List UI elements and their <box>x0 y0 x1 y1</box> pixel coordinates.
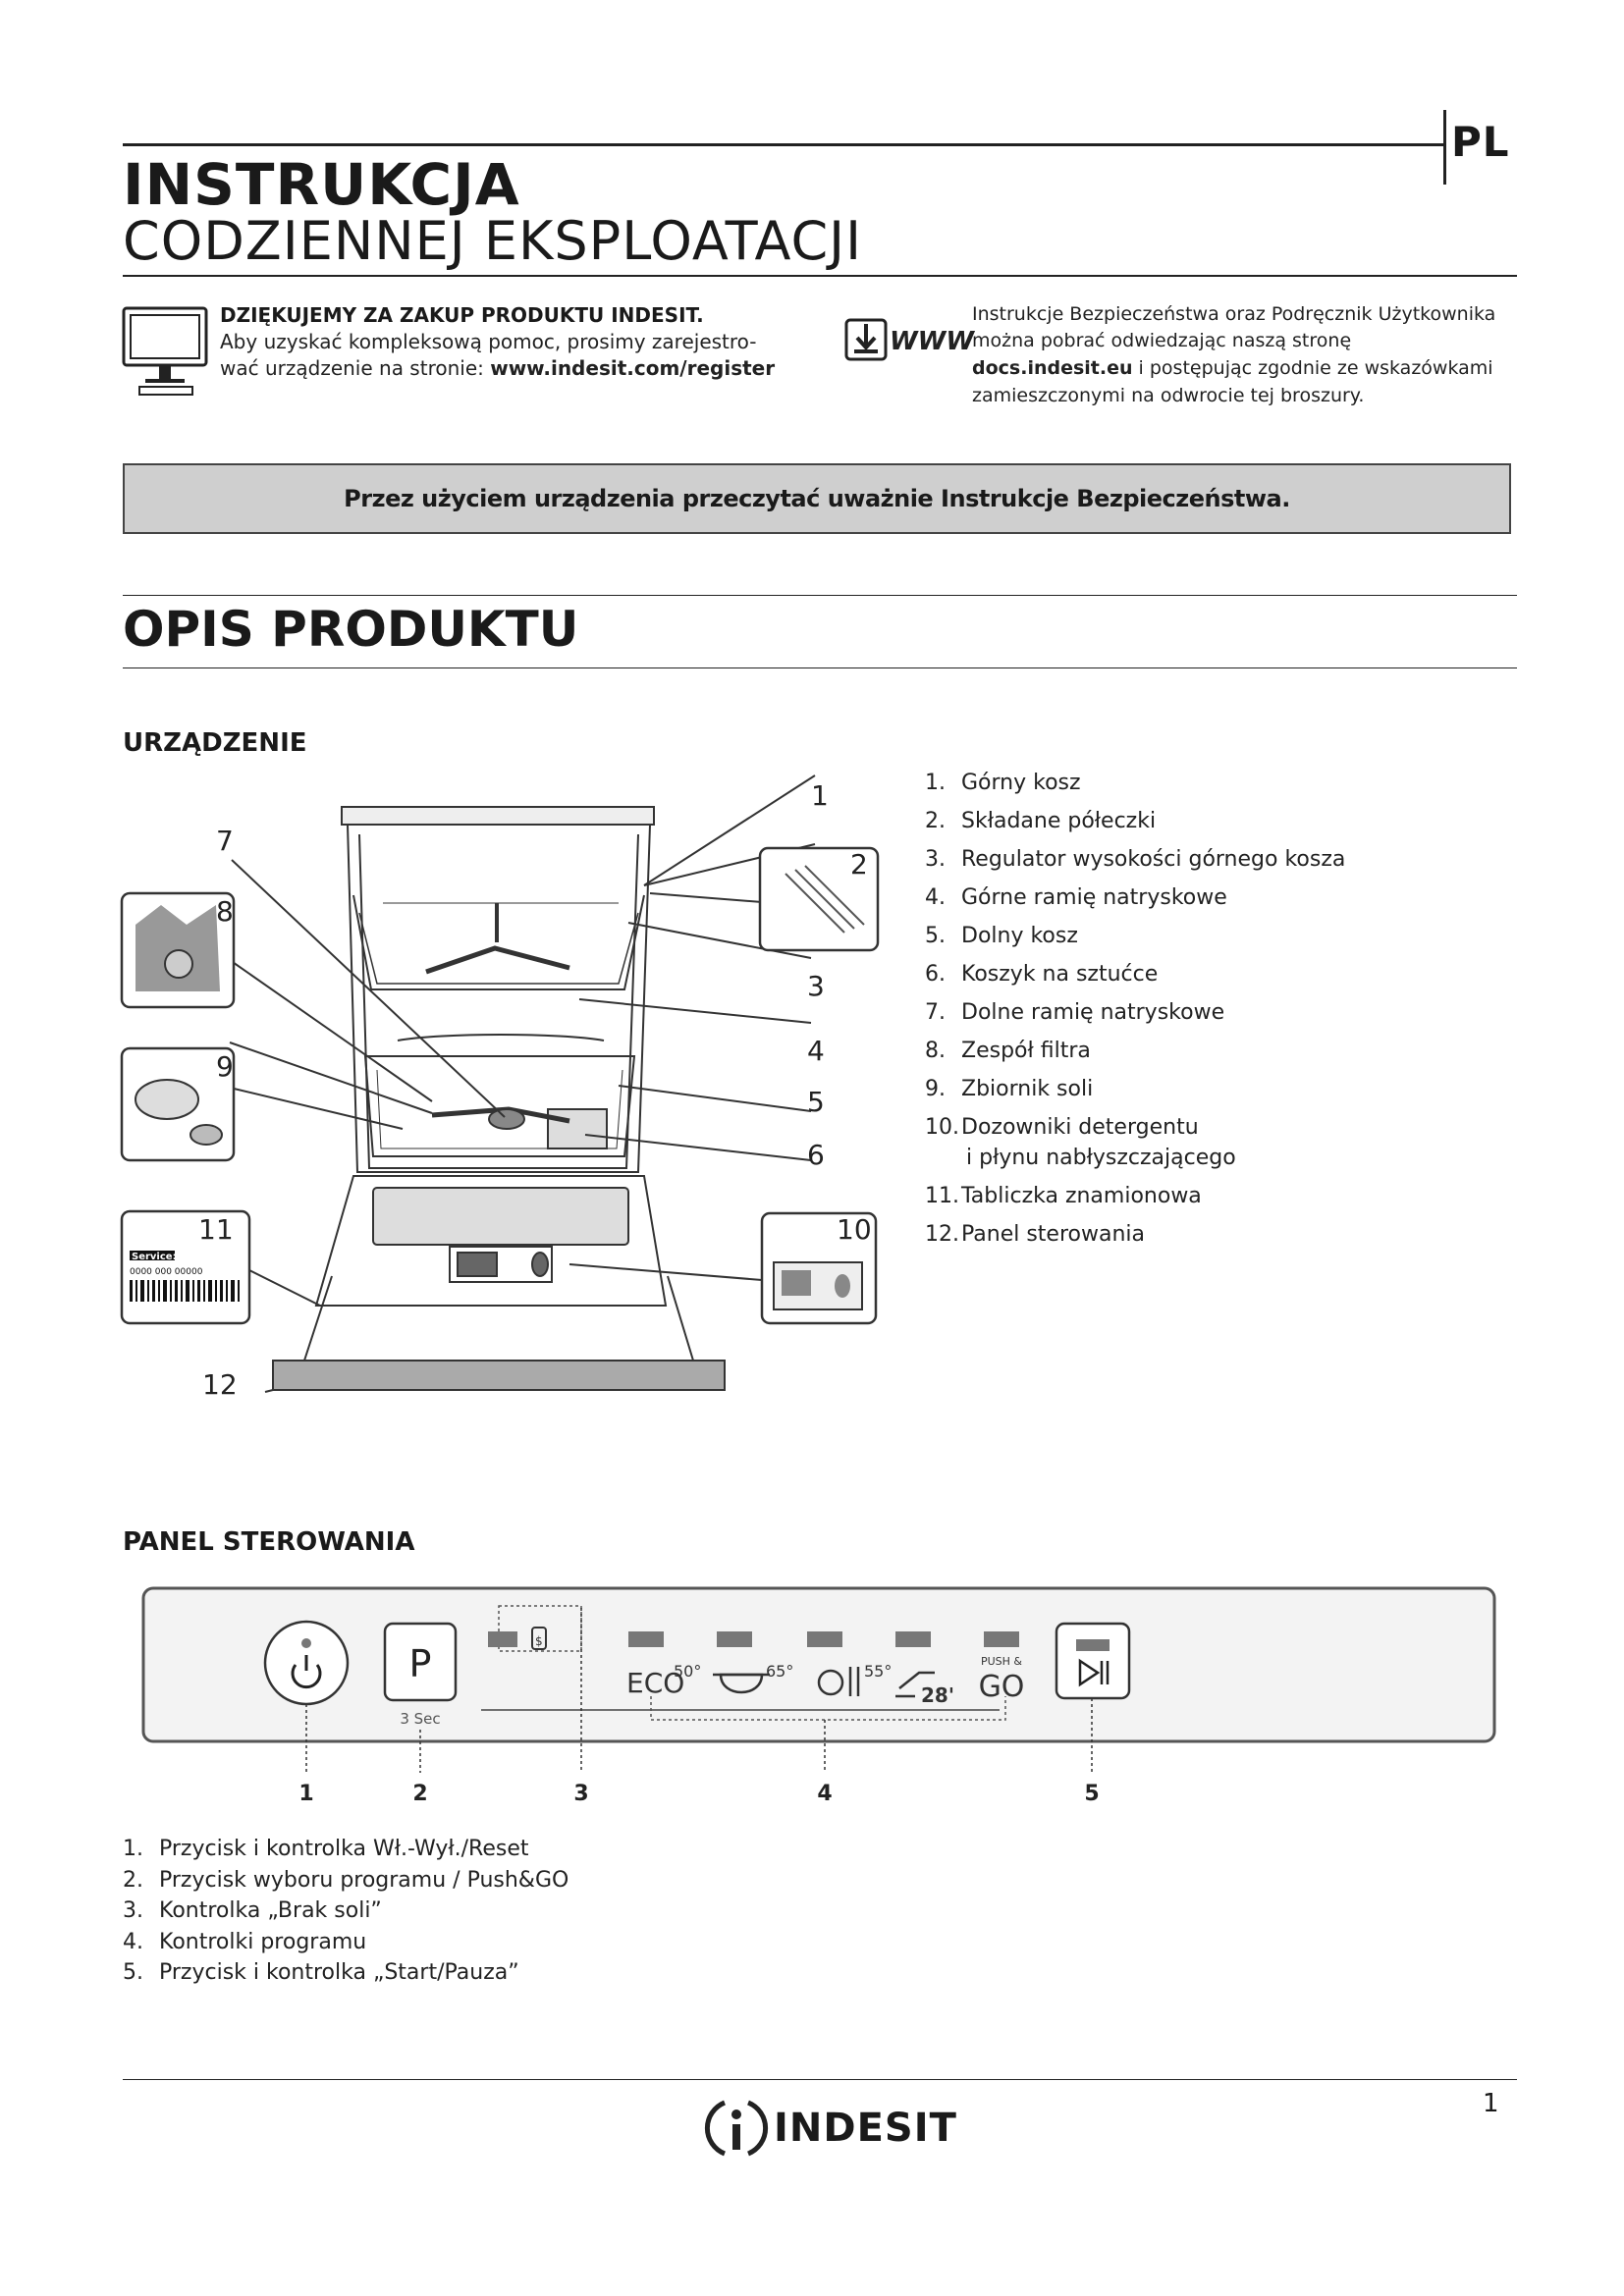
docs-line-2: można pobrać odwiedzając naszą stronę <box>972 330 1352 351</box>
list-item-num: 6. <box>925 962 946 987</box>
dishwasher-diagram <box>108 775 893 1414</box>
list-item-label: Kontrolka „Brak soli” <box>159 1898 382 1923</box>
callout-11: 11 <box>198 1213 234 1246</box>
list-item-num: 4. <box>925 885 946 910</box>
list-item-num: 8. <box>925 1039 946 1063</box>
list-item-num: 3. <box>925 847 946 872</box>
salt-indicator <box>488 1631 517 1647</box>
list-item-label: Tabliczka znamionowa <box>961 1184 1202 1208</box>
list-item <box>123 1957 568 1989</box>
list-item-label: Górne ramię natryskowe <box>961 885 1227 910</box>
list-item-num: 10. <box>925 1115 959 1140</box>
list-item-num: 5. <box>123 1960 143 1985</box>
program-eco: ECO <box>626 1667 685 1699</box>
program-hold-label: 3 Sec <box>400 1710 441 1728</box>
lang-divider <box>1443 110 1446 185</box>
list-item-num: 12. <box>925 1222 959 1247</box>
page-subtitle: CODZIENNEJ EKSPLOATACJI <box>123 210 863 272</box>
list-item-label: Przycisk i kontrolka Wł.-Wył./Reset <box>159 1837 529 1861</box>
service-label: Service: <box>132 1252 177 1262</box>
list-item-label: Dolne ramię natryskowe <box>961 1000 1225 1025</box>
program-glass-temp: 55° <box>864 1662 893 1681</box>
list-item <box>925 1032 1345 1070</box>
list-item-num: 11. <box>925 1184 959 1208</box>
panel-callout-4: 4 <box>817 1782 833 1806</box>
section-heading: OPIS PRODUKTU <box>123 601 579 658</box>
list-item-num: 9. <box>925 1077 946 1101</box>
list-item <box>925 840 1345 879</box>
callout-2: 2 <box>850 848 868 881</box>
control-panel-diagram <box>137 1580 1502 1816</box>
indesit-logo-icon <box>703 2095 770 2162</box>
panel-callout-5: 5 <box>1084 1782 1100 1806</box>
docs-line-3-text: i postępując zgodnie ze wskazówkami <box>1132 357 1493 379</box>
svg-text:$: $ <box>535 1634 543 1648</box>
list-item-num: 7. <box>925 1000 946 1025</box>
thanks-heading: DZIĘKUJEMY ZA ZAKUP PRODUKTU INDESIT. <box>220 303 704 327</box>
docs-line-3 <box>972 354 1493 383</box>
list-item-label: Przycisk i kontrolka „Start/Pauza” <box>159 1960 519 1985</box>
program-button-label: P <box>408 1642 432 1685</box>
safety-banner: Przez użyciem urządzenia przeczytać uważnie Instrukcje Bezpieczeństwa. <box>123 463 1511 534</box>
callout-9: 9 <box>216 1050 234 1083</box>
list-item-label: Przycisk wyboru programu / Push&GO <box>159 1867 569 1893</box>
panel-callout-2: 2 <box>412 1782 428 1806</box>
control-legend-list <box>123 1834 568 1989</box>
callout-6: 6 <box>807 1139 825 1171</box>
header-top-rule <box>123 143 1443 146</box>
page-title: INSTRUKCJA <box>123 151 520 218</box>
power-button[interactable] <box>265 1622 348 1704</box>
list-item-num: 5. <box>925 924 946 948</box>
callout-4: 4 <box>807 1035 825 1067</box>
callout-8: 8 <box>216 895 234 928</box>
header-bottom-rule <box>123 275 1517 277</box>
list-item-label: Dolny kosz <box>961 924 1078 948</box>
list-item <box>925 917 1345 955</box>
page-number: 1 <box>1483 2089 1499 2118</box>
list-item <box>925 764 1345 802</box>
callout-3: 3 <box>807 970 825 1002</box>
list-item <box>925 1070 1345 1108</box>
list-item-label: Regulator wysokości górnego kosza <box>961 847 1346 872</box>
list-item-label: Zespół filtra <box>961 1039 1091 1063</box>
list-item-label: Zbiornik soli <box>961 1077 1094 1101</box>
list-item <box>123 1865 568 1896</box>
list-item <box>925 1108 1345 1177</box>
list-item <box>925 1177 1345 1215</box>
computer-icon <box>122 306 210 397</box>
push-go-top: PUSH & <box>980 1655 1023 1668</box>
docs-link[interactable]: docs.indesit.eu <box>972 357 1133 379</box>
list-item-label: Koszyk na sztućce <box>961 962 1159 987</box>
program-quick-time: 28' <box>921 1683 954 1707</box>
list-item-label: Górny kosz <box>961 771 1081 795</box>
callout-10: 10 <box>837 1213 872 1246</box>
list-item-label: Składane półeczki <box>961 809 1157 833</box>
list-item-num: 2. <box>925 809 946 833</box>
brand-name: INDESIT <box>774 2106 957 2151</box>
panel-callout-3: 3 <box>573 1782 589 1806</box>
list-item <box>925 1215 1345 1254</box>
start-pause-button[interactable] <box>1056 1624 1129 1698</box>
list-item-label: Kontrolki programu <box>159 1929 367 1954</box>
list-item-label: Dozowniki detergentu <box>961 1115 1199 1140</box>
language-code: PL <box>1451 118 1510 166</box>
program-intensive-temp: 65° <box>766 1662 794 1681</box>
push-go-label: GO <box>978 1670 1025 1704</box>
callout-7: 7 <box>216 825 234 857</box>
list-item <box>123 1896 568 1927</box>
thanks-line-2 <box>220 353 775 383</box>
list-item-num: 3. <box>123 1898 143 1923</box>
service-number: 0000 000 00000 <box>130 1267 203 1277</box>
list-item <box>925 879 1345 917</box>
section-bottom-rule <box>123 667 1517 668</box>
section-top-rule <box>123 595 1517 596</box>
callout-5: 5 <box>807 1086 825 1118</box>
list-item <box>123 1834 568 1865</box>
program-eco-temp: 50° <box>674 1662 702 1681</box>
callout-1: 1 <box>811 779 829 812</box>
list-item-num: 1. <box>123 1837 143 1861</box>
parts-list <box>925 764 1345 1254</box>
list-item <box>925 955 1345 993</box>
list-item <box>925 802 1345 840</box>
docs-line-1: Instrukcje Bezpieczeństwa oraz Podręcznik Użytkownika <box>972 303 1496 325</box>
program-button[interactable] <box>385 1624 456 1700</box>
list-item-label-2: i płynu nabłyszczającego <box>966 1146 1236 1170</box>
control-panel-heading: PANEL STEROWANIA <box>123 1527 415 1557</box>
list-item-num: 4. <box>123 1929 143 1954</box>
list-item-num: 1. <box>925 771 946 795</box>
list-item-num: 2. <box>123 1867 143 1893</box>
thanks-line-1: Aby uzyskać kompleksową pomoc, prosimy zarejestro- <box>220 330 757 353</box>
list-item <box>123 1927 568 1958</box>
list-item-label: Panel sterowania <box>961 1222 1145 1247</box>
thanks-line-2-text: wać urządzenie na stronie: <box>220 356 491 380</box>
register-link[interactable]: www.indesit.com/register <box>490 356 776 380</box>
download-www-icon <box>844 314 975 365</box>
footer-rule <box>123 2079 1517 2080</box>
docs-line-4: zamieszczonymi na odwrocie tej broszury. <box>972 385 1365 406</box>
callout-12: 12 <box>202 1368 238 1401</box>
list-item <box>925 993 1345 1032</box>
panel-callout-1: 1 <box>298 1782 314 1806</box>
appliance-heading: URZĄDZENIE <box>123 728 307 758</box>
www-label: WWW <box>890 327 975 356</box>
